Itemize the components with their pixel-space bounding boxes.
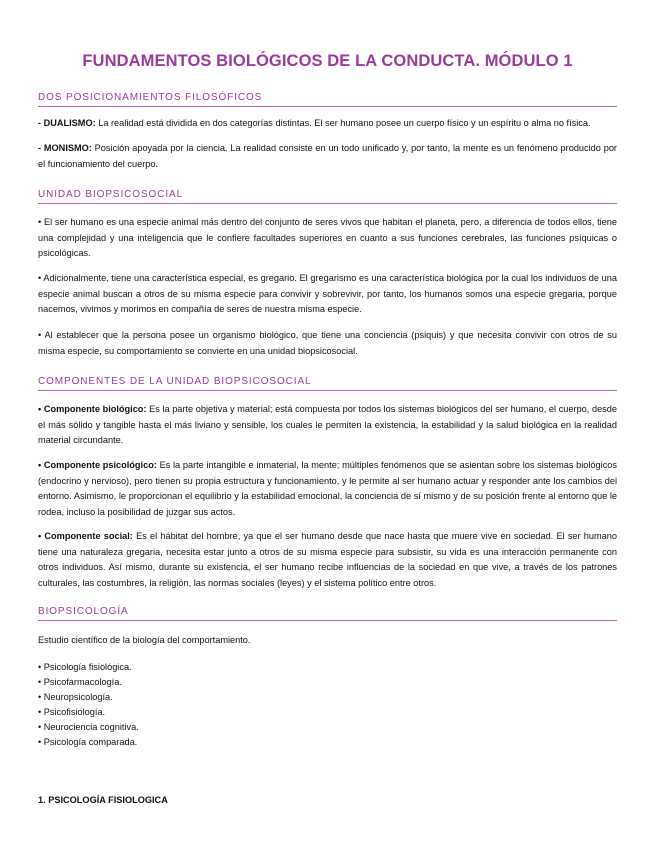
next-section-heading: 1. PSICOLOGÍA FISIOLOGICA: [38, 795, 168, 805]
section-heading-componentes: COMPONENTES DE LA UNIDAD BIOPSICOSOCIAL: [38, 376, 617, 391]
componente-biologico-text: Es la parte objetiva y material; está compuesta por todos los sistemas biológicos del ser humano, el cuerpo, desde el más sólido y tangible hasta el más liviano y sensible, los cuales le permiten la existencia, la estabilidad y la salud biológica en la realidad material circundante.: [38, 404, 617, 446]
paragraph-monismo: [38, 141, 617, 172]
componente-social-label: • Componente social:: [38, 531, 133, 541]
monismo-text: Posición apoyada por la ciencia. La realidad consiste en un todo unificado y, por tanto, la mente es un fenómeno producido por el funcionamiento del cuerpo.: [38, 143, 617, 169]
list-item: • Neuropsicología.: [38, 692, 113, 702]
componente-psicologico-label: • Componente psicológico:: [38, 460, 157, 470]
list-item: • Neurociencia cognitiva.: [38, 722, 139, 732]
monismo-label: - MONISMO:: [38, 143, 92, 153]
paragraph-componente-biologico: [38, 402, 617, 449]
componente-psicologico-text: Es la parte intangible e inmaterial, la mente; múltiples fenómenos que se asientan sobre los sistemas biológicos (endocrino y nervioso), pero tienen su propia estructura y funcionamiento, y le permite al ser humano actuar y responder ante los cambios del entorno. Asimismo, le proporcionan el equilibrio y la estabilidad emocional, la conciencia de sí mismo y de su posición frente al entorno que le rodea, incluso la posibilidad de juzgar sus actos.: [38, 460, 617, 517]
paragraph-componente-psicologico: [38, 458, 617, 520]
section-heading-biopsicologia: BIOPSICOLOGÍA: [38, 606, 617, 621]
list-item: • Psicología comparada.: [38, 737, 138, 747]
paragraph-unidad-1: • El ser humano es una especie animal más dentro del conjunto de seres vivos que habitan el planeta, pero, a diferencia de todos ellos, tiene una complejidad y una inteligencia que le confiere facultades superiores en cuanto a sus funciones cerebrales, las funciones psíquicas o psicológicas.: [38, 217, 617, 259]
componente-biologico-label: • Componente biológico:: [38, 404, 147, 414]
section-heading-unidad: UNIDAD BIOPSICOSOCIAL: [38, 189, 617, 204]
paragraph-unidad-2: • Adicionalmente, tiene una característica especial, es gregario. El gregarismo es una característica biológica por la cual los individuos de una especie animal buscan a otros de su misma especie para convivir y sobrevivir, por tanto, los humanos somos una especie gregaria, porque nacemos, vivimos y morimos en compañía de seres de nuestra misma especie.: [38, 273, 617, 315]
paragraph-dualismo: [38, 116, 617, 132]
list-item: • Psicofarmacología.: [38, 677, 122, 687]
dualismo-label: - DUALISMO:: [38, 118, 96, 128]
componente-social-text: Es el hábitat del hombre, ya que el ser humano desde que nace hasta que muere vive en sociedad. El ser humano tiene una naturaleza gregaria, necesita estar junto a otros de su misma especie para subsistir, su vida es una interacción permanente con otros individuos. Así mismo, durante su existencia, el ser humano recibe influencias de la sociedad en que vive, a través de los patrones culturales, las costumbres, la religión, las normas sociales (leyes) y el sistema político entre otros.: [38, 531, 617, 588]
biopsicologia-intro: Estudio científico de la biología del comportamiento.: [38, 635, 251, 645]
section-heading-posicionamientos: DOS POSICIONAMIENTOS FILOSÓFICOS: [38, 92, 617, 107]
paragraph-unidad-3: • Al establecer que la persona posee un organismo biológico, que tiene una conciencia (psiquis) y que necesita convivir con otros de su misma especie, su comportamiento se convierte en una unidad biopsicosocial.: [38, 330, 617, 356]
document-title: FUNDAMENTOS BIOLÓGICOS DE LA CONDUCTA. MÓDULO 1: [82, 52, 573, 70]
dualismo-text: La realidad está dividida en dos categorías distintas. El ser humano posee un cuerpo físico y un espíritu o alma no física.: [95, 118, 591, 128]
paragraph-componente-social: [38, 529, 617, 591]
list-item: • Psicofisiología.: [38, 707, 106, 717]
list-item: • Psicología fisiológica.: [38, 662, 132, 672]
